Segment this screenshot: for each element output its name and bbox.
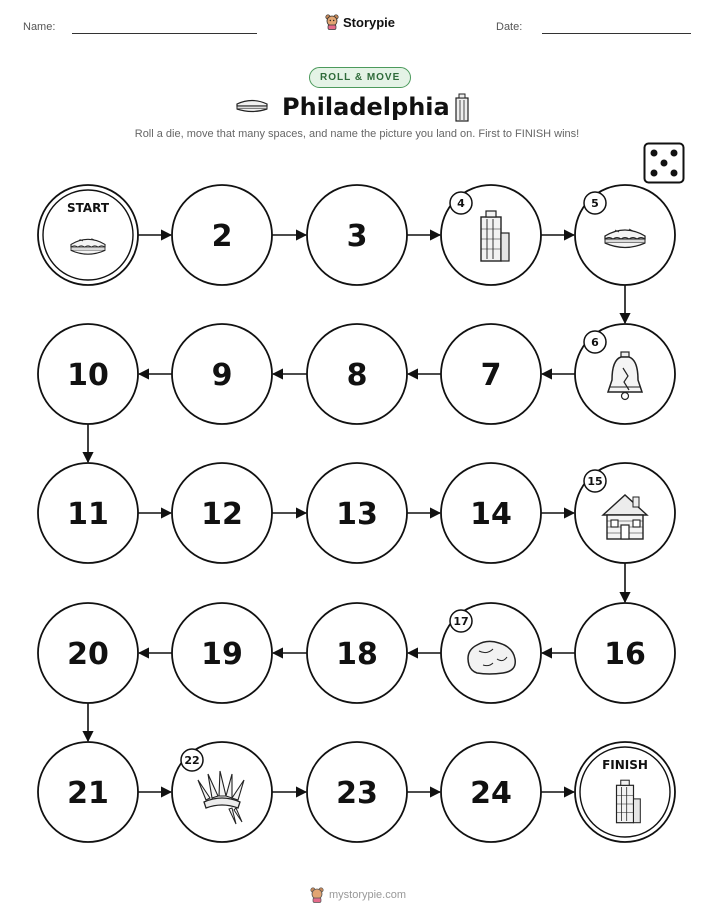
- space-number: 18: [336, 637, 378, 672]
- board-space-19[interactable]: [172, 603, 272, 703]
- board-space-5[interactable]: [575, 185, 675, 285]
- space-number: 23: [336, 776, 378, 811]
- space-number: 11: [67, 497, 109, 532]
- bear-mascot-icon: [310, 887, 324, 903]
- space-number-badge-text: 5: [591, 197, 599, 210]
- space-number: 10: [67, 358, 109, 393]
- game-type-badge: ROLL & MOVE: [309, 67, 411, 88]
- space-number: 2: [211, 219, 233, 254]
- space-number: 12: [201, 497, 243, 532]
- space-number-badge-text: 15: [587, 475, 603, 488]
- board-space-17[interactable]: [441, 603, 541, 703]
- board-space-3[interactable]: [307, 185, 407, 285]
- board-space-21[interactable]: [38, 742, 138, 842]
- board-space-6[interactable]: [575, 324, 675, 424]
- space-number-badge-text: 22: [184, 754, 200, 767]
- space-number: 7: [480, 358, 502, 393]
- board-space-14[interactable]: [441, 463, 541, 563]
- instructions: Roll a die, move that many spaces, and name the picture you land on. First to FINISH wins!: [134, 128, 580, 140]
- board-space-13[interactable]: [307, 463, 407, 563]
- board-space-8[interactable]: [307, 324, 407, 424]
- page-title: Philadelphia: [282, 93, 450, 121]
- space-number-badge-text: 6: [591, 336, 599, 349]
- board-spaces: [38, 185, 675, 842]
- board-space-25[interactable]: [575, 742, 675, 842]
- space-number-badge-text: 4: [457, 197, 465, 210]
- board-space-11[interactable]: [38, 463, 138, 563]
- board-space-23[interactable]: [307, 742, 407, 842]
- board-space-15[interactable]: [575, 463, 675, 563]
- board-space-24[interactable]: [441, 742, 541, 842]
- space-number: 9: [211, 358, 233, 393]
- space-number: 19: [201, 637, 243, 672]
- board-space-10[interactable]: [38, 324, 138, 424]
- start-label: START: [66, 201, 110, 215]
- brand-name: Storypie: [343, 14, 396, 30]
- board-space-16[interactable]: [575, 603, 675, 703]
- space-number: 8: [346, 358, 368, 393]
- board-space-20[interactable]: [38, 603, 138, 703]
- board-space-12[interactable]: [172, 463, 272, 563]
- board-space-7[interactable]: [441, 324, 541, 424]
- board-space-9[interactable]: [172, 324, 272, 424]
- board-space-4[interactable]: [441, 185, 541, 285]
- name-label: Name:: [23, 21, 56, 33]
- board-space-1[interactable]: [38, 185, 138, 285]
- space-number: 13: [336, 497, 378, 532]
- finish-label: FINISH: [602, 758, 648, 772]
- board-space-18[interactable]: [307, 603, 407, 703]
- footer-url: mystorypie.com: [329, 889, 407, 901]
- board-space-22[interactable]: [172, 742, 272, 842]
- space-number: 16: [604, 637, 646, 672]
- space-number-badge-text: 17: [453, 615, 469, 628]
- space-number: 20: [67, 637, 109, 672]
- space-number: 24: [470, 776, 512, 811]
- board-space-2[interactable]: [172, 185, 272, 285]
- date-label: Date:: [496, 21, 523, 33]
- space-number: 3: [346, 219, 368, 254]
- footer: [310, 887, 406, 903]
- space-number: 21: [67, 776, 109, 811]
- space-number: 14: [470, 497, 512, 532]
